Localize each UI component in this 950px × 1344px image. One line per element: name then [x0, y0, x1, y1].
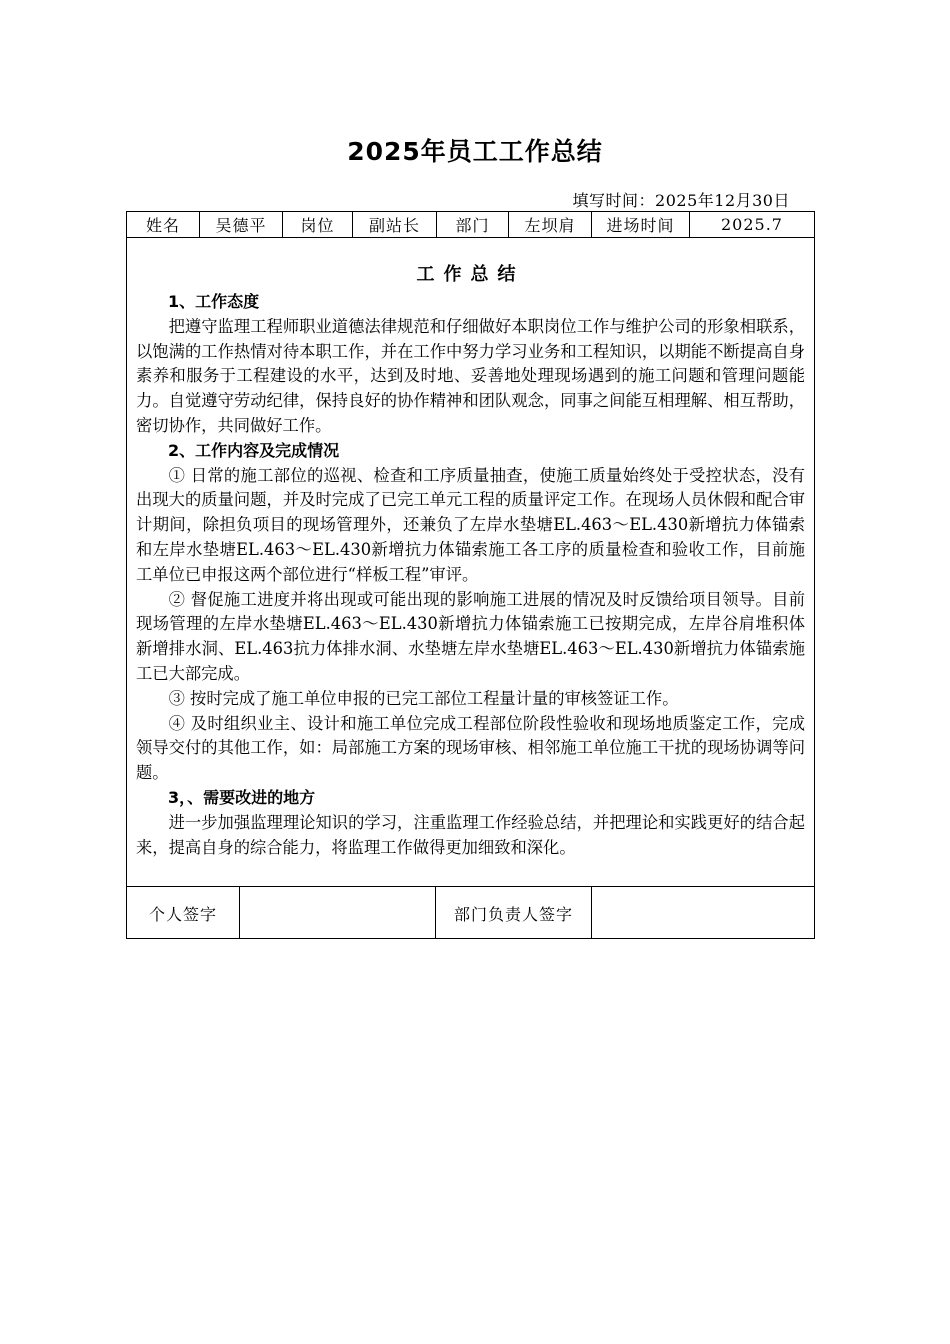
position-label: 岗位	[283, 212, 353, 237]
document-title: 2025年员工工作总结	[347, 137, 603, 166]
entry-date-value[interactable]: 2025.7	[721, 215, 783, 234]
summary-section-title: 工作总结	[416, 264, 525, 285]
work-item-3: ③ 按时完成了施工单位申报的已完工部位工程量计量的审核签证工作。	[168, 688, 679, 708]
work-item-1: ① 日常的施工部位的巡视、检查和工序质量抽查，使施工质量始终处于受控状态，没有出现大的质量问题，并及时完成了已完工单元工程的质量评定工作。在现场人员休假和配合审计期间，除担负项目的现场管理外，还兼负了左岸水垫塘EL.463～EL.430新增抗力体锚索和左岸水垫塘EL.463～EL.430新增抗力体锚索施工各工序的质量检查和验收工作，目前施工单位已申报这两个部位进行“样板工程”审评。	[136, 465, 805, 584]
name-value[interactable]: 吴德平	[200, 212, 283, 237]
dept-value[interactable]: 左坝肩	[509, 212, 592, 237]
dept-head-signature-label: 部门负责人签字	[436, 887, 592, 939]
fill-date: 填写时间：2025年12月30日	[572, 191, 790, 210]
position-value[interactable]: 副站长	[353, 212, 437, 237]
attitude-paragraph: 把遵守监理工程师职业道德法律规范和仔细做好本职岗位工作与维护公司的形象相联系，以饱满的工作热情对待本职工作，并在工作中努力学习业务和工程知识，以期能不断提高自身素养和服务于工程建设的水平，达到及时地、妥善地处理现场遇到的施工问题和管理问题能力。自觉遵守劳动纪律，保持良好的协作精神和团队观念，同事之间能互相理解、相互帮助，密切协作，共同做好工作。	[136, 316, 805, 435]
personal-signature-field[interactable]	[240, 887, 436, 939]
summary-content	[127, 238, 814, 887]
dept-label: 部门	[437, 212, 509, 237]
improvement-paragraph: 进一步加强监理理论知识的学习，注重监理工作经验总结，并把理论和实践更好的结合起来，提高自身的综合能力，将监理工作做得更加细致和深化。	[136, 812, 805, 857]
info-row	[127, 212, 814, 238]
section-heading-attitude: 1、工作态度	[168, 292, 260, 311]
work-item-4: ④ 及时组织业主、设计和施工单位完成工程部位阶段性验收和现场地质鉴定工作，完成领导交付的其他工作，如：局部施工方案的现场审核、相邻施工单位施工干扰的现场协调等问题。	[136, 713, 805, 783]
personal-signature-label: 个人签字	[127, 887, 240, 939]
work-item-2: ② 督促施工进度并将出现或可能出现的影响施工进展的情况及时反馈给项目领导。目前现场管理的左岸水垫塘EL.463～EL.430新增抗力体锚索施工已按期完成，左岸谷肩堆积体新增排水洞、EL.463抗力体排水洞、水垫塘左岸水垫塘EL.463～EL.430新增抗力体锚索施工已大部完成。	[136, 589, 805, 683]
summary-form	[126, 211, 815, 939]
dept-head-signature-field[interactable]	[592, 887, 814, 939]
entry-date-label: 进场时间	[592, 212, 690, 237]
name-label: 姓名	[127, 212, 200, 237]
section-heading-improvement: 3，、需要改进的地方	[168, 787, 316, 807]
section-heading-work-content: 2、工作内容及完成情况	[168, 440, 340, 460]
signature-row	[127, 887, 814, 939]
